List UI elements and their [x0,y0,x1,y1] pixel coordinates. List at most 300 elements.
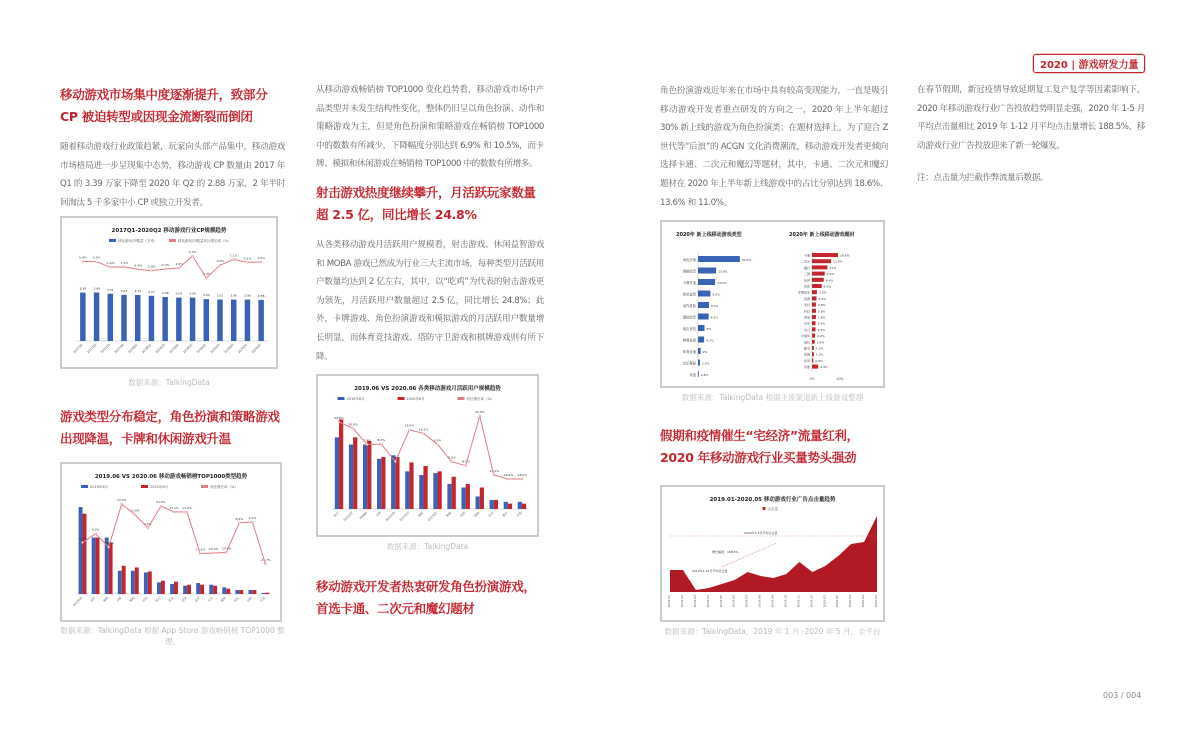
category-label: 三国 [803,272,810,277]
bar-2019 [170,584,174,594]
figure-ads [660,485,885,622]
category-label: 中国风 [800,334,810,339]
line-label: -14.6% [220,546,232,551]
x-tick-label: 动作冒险 [426,511,439,523]
chart-title: 2017Q1-2020Q2 移动游戏行业CP规模趋势 [111,228,227,235]
bar [812,278,824,282]
line-label: -18.0% [516,473,528,478]
x-tick-label: 卡牌 [115,596,123,604]
bar-2020 [148,572,152,595]
x-tick-label: 卡牌 [374,511,382,519]
bar [190,298,195,341]
line-point [251,522,253,524]
value-label: 1.9% [816,340,825,345]
bar-2019 [92,538,96,594]
figure-caption: 数据来源：TalkingData 根据主流渠道新上线游戏整理 [681,393,864,403]
bar [149,296,154,341]
bar-label: 3.39 [79,286,87,291]
bar-2019 [183,586,187,594]
section-heading: 移动游戏市场集中度逐渐提升，致部分 CP 被迫转型或因现金流断裂而倒闭 [60,87,268,124]
category-label: 休闲益智 [682,292,696,297]
bar [245,300,250,341]
bar [812,340,815,344]
bar-2019 [209,585,213,594]
line-point [160,506,162,508]
figure-caption: 数据来源：TalkingData [128,378,210,388]
bar-label: 3.17 [148,290,155,295]
value-label: 2.8% [817,303,826,308]
bar-label: 2.88 [257,294,265,299]
bar [108,294,113,341]
bar [812,259,831,263]
x-tick-label: 2019.01 [667,595,671,608]
bar-2020 [409,463,413,510]
category-label: 动作冒险 [682,304,696,309]
line-label: 9.1% [248,516,257,521]
bar-2020 [452,477,456,509]
bar [812,253,838,257]
bar-2019 [447,484,451,509]
line-label: 8.2% [377,438,386,443]
figure-caption: 数据来源：TalkingData [386,542,469,552]
line-point [246,262,248,264]
line-point [493,474,495,476]
line-label: -15.0% [488,469,500,474]
x-tick-label: 休闲 [141,596,149,604]
paragraph: 在春节假期，新冠疫情导致延期复工复产复学等因素影响下，2020 年移动游戏行业广告投放趋势明显走强，2020 年 1-5 月平均点击量相比 2019 年 1-12 月平均点击量增长 188.5%，移动游戏行业广告投放迎来了新一轮爆发。 [917,85,1145,151]
line-label: 15.0% [130,508,140,513]
bar-2019 [504,502,508,509]
line-point [521,478,523,480]
line-label: -0.9% [215,259,225,264]
bar-2019 [476,497,480,510]
value-label: 2.5% [817,321,826,326]
legend-swatch [109,239,116,242]
x-tick-label: 策略 [102,596,110,604]
x-tick-label: 2019.07 [744,595,749,608]
x-tick-label: 赛车 [501,511,509,519]
value-label: 11% [829,266,837,271]
category-label: 现代 [803,340,810,345]
bar [812,328,816,332]
legend-label: 移动游戏CP数量（万家） [118,239,158,244]
line-label: 17.1% [169,506,179,511]
line-point [205,277,207,279]
x-tick-label: 2019Q1 [182,343,194,355]
line-point [451,461,453,463]
bar-2020 [438,472,442,510]
bar-2019 [222,588,226,595]
value-label: 8.2% [710,315,719,320]
bar [258,300,263,341]
x-tick-label: 冒险 [232,596,241,604]
x-tick-label: 0% [809,377,815,382]
bar [121,295,126,341]
bar [812,365,818,369]
line-label: -2.3% [160,263,170,268]
bar [698,360,700,366]
value-label: 0.9% [815,359,823,364]
bar-2020 [122,566,126,594]
line-label: -6.9% [78,536,87,541]
paragraph: 从移动游戏畅销榜 TOP1000 变化趋势看，移动游戏市场中产品类型并未发生结构性变化，整体仍旧呈以角色扮演、动作和策略游戏为主，但是角色扮演和策略游戏在畅销榜 TOP1000 中的数数有所减少，下降幅度分别达到 6.9% 和 10.5%，而卡牌、模拟和休闲游戏在畅销榜 TOP1000 中的数数有所增多。 [316,85,544,170]
bar-2019 [377,459,381,509]
x-tick-label: 2018Q2 [140,343,153,355]
bar [698,268,716,274]
legend-label: 2020年6月 [406,397,425,402]
line-label: -2.8% [147,264,156,269]
x-tick-label: 角色扮演 [384,511,397,523]
x-tick-label: 益智 [193,596,201,604]
x-tick-label: MOBA [358,511,368,521]
line-label: 17.0% [182,506,192,511]
bar [162,297,167,341]
line-label: 0.1% [243,256,252,261]
bar-2020 [187,585,191,594]
x-tick-label: 音乐 [206,596,214,604]
x-tick-label: 2020Q2 [250,343,262,355]
bar [812,284,822,288]
category-label: 历史 [803,321,810,326]
bar [698,279,715,285]
line-point [394,461,396,463]
category-label: 体育竞速 [682,350,696,355]
line-point [352,428,354,430]
annotation: 2020年1-5月平均点击量 [744,531,778,536]
legend-label: 点击量 [767,507,778,512]
line-label: -8.0% [461,459,471,464]
bar-2020 [239,590,243,594]
x-tick-label: 竞速 [180,596,188,604]
x-tick-label: 2019.08 [757,595,762,608]
x-tick-label: 2019Q2 [195,343,207,355]
line-label: -10.5% [103,541,114,546]
bar-2020 [96,538,100,594]
x-tick-label: 休闲益智 [342,511,354,523]
bar [812,315,816,319]
bar-2020 [200,585,204,594]
line-label: -5.0% [390,455,400,460]
line-label: -1.9% [174,262,184,267]
x-tick-label: 2019.10 [783,595,788,608]
category-label: 神话 [803,315,810,320]
value-label: 13.9% [718,269,728,274]
x-tick-label: 2017Q2 [86,343,98,355]
bar-2020 [265,593,269,594]
line-point [150,270,152,272]
paragraph: 随着移动游戏行业政策趋紧，玩家向头部产品集中，移动游戏市场格局进一步呈现集中态势，移动游戏 CP 数量由 2017 年 Q1 的 3.39 万家下降至 2020 年 Q2 的 2.88 万家，2 年半时间淘汰 5 千多家中小 CP 或独立开发者。 [60,142,285,208]
value-label: 2.8% [817,315,826,320]
note: 注：点击量为拦截作弊流量后数据。 [917,173,1049,184]
chart-title: 2019.06 VS 2020.06 移动游戏畅销榜TOP1000类型趋势 [94,474,248,481]
line-point [366,444,368,446]
legend-swatch [201,485,208,488]
x-tick-label: 2020Q1 [236,343,249,355]
line-point [479,415,481,417]
category-label: 魔幻 [803,266,810,271]
value-label: 1.3% [815,346,824,351]
bar-2020 [109,543,113,594]
bar [698,325,705,331]
x-tick-label: 2020.04 [861,595,866,608]
bar-label: 2.91 [216,293,224,298]
x-tick-label: 射击 [332,511,340,519]
annotation: 2019年1-12月平均点击量 [692,569,728,574]
x-tick-label: 2019.12 [809,595,814,608]
figure-genre [660,220,885,388]
line-label: 29.3% [474,410,485,415]
bar [80,293,85,341]
value-label: 9.5% [712,292,720,297]
x-tick-label: 2019.03 [692,595,697,608]
x-tick-label: 2018Q4 [168,343,180,355]
line-label: -18.0% [502,473,514,478]
x-tick-label: 2019.05 [718,595,723,608]
x-tick-label: 2020.01 [822,595,827,608]
line-label: 23.3% [116,498,127,503]
value-label: 8.4% [825,278,834,283]
line-point [164,269,166,271]
line-label: 2.3% [188,250,197,255]
bar [812,309,816,313]
x-tick-label: 体育 [167,596,175,604]
bar-label: 3.04 [189,291,196,296]
x-tick-label: 音乐 [487,511,495,519]
category-label: 末日 [803,328,810,333]
value-label: 6.9% [823,284,832,289]
bar-2020 [252,590,256,594]
line-label: -15.5% [194,547,206,552]
line-label: 8.6% [235,517,244,522]
column-2 [316,81,544,620]
bar-label: 2.90 [230,293,238,298]
legend-swatch [81,485,88,488]
x-tick-label: 棋牌 [219,596,227,604]
bar-2019 [419,475,423,509]
line-point [260,261,262,263]
line-point [219,265,221,267]
bar-2020 [367,441,371,509]
bar-2020 [353,437,357,509]
bar [698,291,710,297]
legend-swatch [338,397,345,400]
bar-2019 [363,445,367,509]
line-point [192,255,194,257]
value-label: 1.5% [701,361,710,366]
line-label: 19.0% [404,423,415,428]
legend-label: 同比增长率（%） [466,397,495,402]
paragraph: 角色扮演游戏近年来在市场中具有较高变现能力，一直是吸引移动游戏开发者重点研发的方向之一，2020 年上半年超过 30% 新上线的游戏为角色扮演类；在题材选择上，为了迎合 Z 世代等“后浪”的 ACGN 文化消费潮流，移动游戏开发者更倾向选择卡通、二次元和魔幻等题材，其中，卡通、二次元和魔幻题材在 2020 年上半年新上线游戏中的占比分别达到 18.6%、13.6% 和 11.0%。 [660,86,888,208]
line-point [95,533,97,535]
bar-2020 [423,466,427,509]
bar-2020 [135,568,139,595]
x-tick-label: 2019.02 [679,595,684,608]
category-label: 模拟经营 [682,315,696,320]
x-tick-label: 射击 [154,596,162,604]
bar-2019 [79,507,83,594]
line-point [238,522,240,524]
bar-2020 [381,457,385,509]
bar-2019 [335,437,339,509]
line-label: 4.6% [144,522,152,527]
x-tick-label: 2019Q4 [223,343,235,355]
line-label: -2.4% [133,263,143,268]
x-tick-label: 2017Q4 [113,343,125,355]
line-label: 0.4% [79,255,87,260]
legend-label: 同比增长率（%） [210,485,238,490]
bar-label: 2.93 [202,293,210,298]
line-label: 21.6% [156,500,166,505]
legend-label: 2019年6月 [90,485,109,490]
bar-2020 [161,581,165,594]
x-tick-label: 其他 [259,596,267,604]
annotation: 增长幅度：188.5% [712,550,739,555]
value-label: 3.2% [818,297,827,302]
line-point [134,514,136,516]
line-label: 1.1% [229,253,238,258]
value-label: 18.6% [840,253,850,258]
x-tick-label: 2018Q1 [127,343,139,355]
bar-2020 [480,488,484,509]
click-volume-area [670,516,877,592]
legend-label: 移动游戏CP数量环比增长率（%） [178,239,232,244]
bar [176,298,181,341]
legend-swatch [141,485,148,488]
line-label: -23.7% [260,558,271,563]
bar-2019 [405,472,409,510]
category-label: 军事战争 [797,290,810,295]
bar [217,300,222,342]
x-tick-label: 体育竞技 [398,511,411,523]
x-tick-label: 策略 [445,511,453,519]
x-tick-label: 2020.02 [835,595,840,608]
section-heading: 移动游戏开发者热衷研发角色扮演游戏，首选卡通、二次元和魔幻题材 [316,579,536,617]
chart-title: 2019.06 VS 2020.06 各类移动游戏月活跃用户规模趋势 [354,386,501,393]
bar-2020 [494,500,498,509]
bar-label: 3.04 [175,291,183,296]
line-point [422,433,424,435]
category-label: 仙侠 [803,278,810,283]
x-tick-label: 2019.04 [705,595,710,608]
category-label: 奇幻 [803,303,810,308]
bar [698,371,699,377]
legend-swatch [458,397,465,400]
x-tick-label: 角色扮演 [71,596,84,608]
category-label: 音乐舞蹈 [682,361,696,366]
figure-mau [316,374,539,537]
legend-label: 2019年6月 [346,397,365,402]
bar-2019 [461,488,465,509]
bar [698,337,704,343]
category-label: 射击竞技 [682,327,696,332]
bar-2019 [518,502,522,509]
category-label: 其他 [689,373,696,378]
value-label: 32.2% [741,258,752,263]
bar-2020 [226,589,230,594]
line-label: 20.0% [348,422,358,427]
value-label: 2.5% [817,328,826,333]
figure-cp-trend [60,216,278,369]
line-label: -15.2% [207,547,219,552]
x-tick-label: 2019.06 [731,595,736,608]
category-label: 角色扮演 [682,258,696,263]
legend-swatch [763,507,766,510]
bar-label: 3.23 [120,289,128,294]
x-tick-label: 塔防 [246,596,254,604]
line-point [82,261,84,263]
line-point [233,259,235,261]
legend-swatch [398,397,405,400]
category-label: 其他 [803,365,810,370]
line-point [173,511,175,513]
value-label: 2.8% [817,309,826,314]
bar-2019 [490,500,494,509]
bar-label: 3.08 [161,291,169,296]
line-point [82,542,84,544]
line-point [186,511,188,513]
value-label: 5% [706,327,712,332]
bar [812,346,814,350]
bar-2020 [395,457,399,509]
category-label: 科幻 [803,309,810,314]
line-point [437,443,439,445]
bar [812,290,817,294]
x-tick-label: 2019.09 [770,595,775,608]
bar-2019 [433,473,437,509]
line-label: 0.3% [92,256,101,261]
line-point [108,547,110,549]
line-point [199,553,201,555]
bar [698,256,740,262]
bar-2019 [349,445,353,509]
bar-2019 [131,571,135,594]
x-tick-label: 2019.11 [796,595,801,608]
x-tick-label: 2019Q3 [209,343,221,355]
x-tick-label: 模拟 [417,511,425,519]
x-tick-label: 2017Q1 [72,343,84,355]
bar [812,272,825,276]
line-point [507,478,509,480]
value-label: 1.3% [815,352,824,357]
line-label: -5.0% [447,455,456,460]
line-point [178,267,180,269]
value-label: 8.5% [711,304,719,309]
line-point [137,269,139,271]
line-label: 24.8% [334,416,344,421]
bar-2020 [466,484,470,509]
bar [812,352,814,356]
bar [812,321,816,325]
bar-2020 [508,504,512,509]
value-label: 2% [702,350,708,355]
line-point [264,563,266,565]
line-point [147,527,149,529]
bar-label: 3.40 [93,286,100,291]
x-tick-label: 棋牌 [473,511,481,519]
section-heading: 射击游戏热度继续攀升，月活跃玩家数量超 2.5 亿，同比增长 24.8% [316,184,536,222]
line-label: -1.5% [119,261,129,266]
line-label: -1.6% [105,261,115,266]
bar [812,303,816,307]
line-label: 7.8% [363,438,371,443]
category-label: 策略经营 [682,269,696,274]
bar [812,334,815,338]
x-tick-label: 2020.03 [848,595,853,608]
page-number: 003 / 004 [1103,691,1142,700]
column-4 [917,81,1145,188]
bar [698,348,701,354]
section-heading: 游戏类型分布稳定，角色扮演和策略游戏出现降温，卡牌和休闲游戏升温 [60,409,280,447]
